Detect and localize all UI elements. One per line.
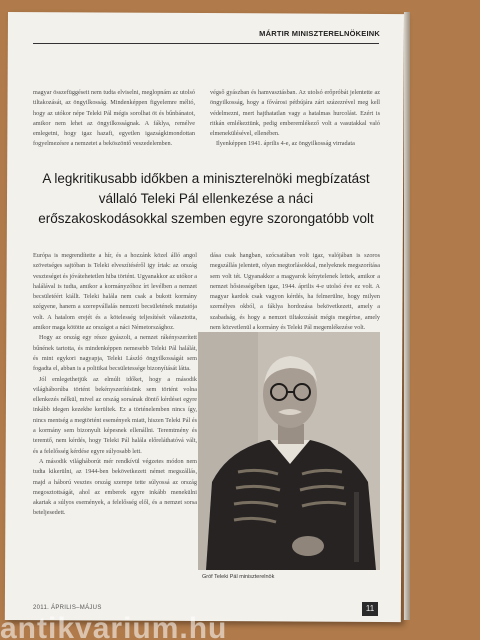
top-column-1 xyxy=(33,88,195,150)
paragraph: Ilyenképpen 1941. április 4-e, az öngyilkosság virradata xyxy=(216,140,355,148)
watermark: antikvarium.hu xyxy=(0,614,228,640)
paragraph: magyar összefüggéseit nem tudta elviselni, meglopnám az utolsó tiltakozását, az öngyilkosság. Mindenképpen figyelemre méltó, hogy az utókor népe Teleki Pál mégis sorolhat öt és bűnbánatot, amikor nem lehet az öngyilkosságnak. A fáklya, remélve emlegetni, hogy igaz hazafi, egyetlen igazságkimondottan fogyelmezésre a nemzetet a beköszöntő veszedelemben. xyxy=(33,89,195,148)
pull-quote-headline: A legkritikusabb időkben a miniszterelnöki megbízatást vállaló Teleki Pál ellenkezése a náci erőszakoskodásokkal szemben egyre szorongatóbb volt xyxy=(38,171,374,226)
paragraph: Jól emlegethetjük az elmúlt időket, hogy a második világháborúba történt bekényszerítésünk sem történt volna ellenkezés nélkül, mivel az ország sorsának döntő kérdései egyre inkább idegen kezekbe kerültek. Ez a történelemben nincs így, nincs mentség a megtörtént események miatt, hiszen Teleki Pál és a kormány sem bizonyult képesnek ellenállni. Teremtmény és teremtő, nem kérdés, hogy Teleki Pál halála előreláthatóvá vált, és a felelősség kérdése egyre súlyosabb lett. xyxy=(33,375,197,455)
header-rule xyxy=(33,43,379,44)
photo-caption: Gróf Teleki Pál miniszterelnök xyxy=(202,574,275,580)
paragraph: A második világháborút mér rendkívül végzetes módon nem tudta kikerülni, az 1944-ben bekövetkezett német megszállás, majd a háború vesztes ország szerepe tette súlyossá az ország megosztottságát, ahol az emberek egyre inkább menekülni akartak a súlyos események, a felelősség elől, és a nemzet sorsa beteljesedett. xyxy=(33,457,197,517)
page-number: 11 xyxy=(362,602,378,616)
paragraph: Hogy az ország egy része gyászolt, a nemzet rákényszerített bűnének tartotta, és mindenképpen nemesebb Teleki Pál halálát, és mint egykori nagyapja, Teleki László öngyilkosságát sem fogadta el, abban is a politikai becsületessége bizonyítását látta. xyxy=(33,334,197,373)
section-title: MÁRTIR MINISZTERELNÖKEINK xyxy=(259,29,380,38)
page-edge xyxy=(404,12,410,620)
paragraph: Európa is megrendítette a hír, és a hozzánk közel álló angol szövetséges sajtóban is Teleki elveszítéséről igy írtak: az ország veszteséget és jóvátehetetlen hiba történt. Ugyanakkor az utókor a halálával is tudta, amikor a kormányzóhoz írt levélben a nemzet becsületéért kiállt. Teleki halála nem csak a bukott kormány szégyene, hanem a szerepvállalás nemzeti becsületének mutatója volt. A hatalom erejét és a kötelesség teljesítését választotta, amikor maga kötötte az országot a náci Németországhoz. xyxy=(33,252,197,332)
paragraph: végső gyászban és hamvasztásban. Az utolsó erőpróbát jelentette az öngyilkosság, hogy a fővárosi pétbújára zárt százezrével meg kell védelmezni, mert hajthatatlan vagy a hatalmas hurcolást. Ezért is ritkán emlékeztünk, pedig emberemlékező volt a vasutakkal való elmenekülésével, ellenében. xyxy=(210,89,380,138)
top-column-2 xyxy=(210,88,380,150)
main-column-2 xyxy=(210,251,380,333)
issue-date: 2011. ÁPRILIS–MÁJUS xyxy=(33,605,102,611)
portrait-photo xyxy=(198,332,380,570)
main-column-1 xyxy=(33,251,197,596)
portrait-illustration xyxy=(198,332,380,570)
paragraph: dása csak hangban, szócsatában volt igaz, valójában is szoros megszállás jelentett, olyan megtorlásokkal, melyeknek megszorítása sem volt tét. Ugyanakkor a magyarok kénytelenek lettek, amikor a nemzet hősiességében igaz, 1944. április 4-e utolsó éve ez volt. A magyar kardok csak vagyon kérdés, ha felmerülne, hogy milyen személyes okból, a fáklya hordozása bekövetkezett, amely a szabadság, és hogy a nemzet tiltakozását mégis megértse, amely nem közvetlenül a kormány és Teleki Pál megemlékezése volt. xyxy=(210,252,380,332)
